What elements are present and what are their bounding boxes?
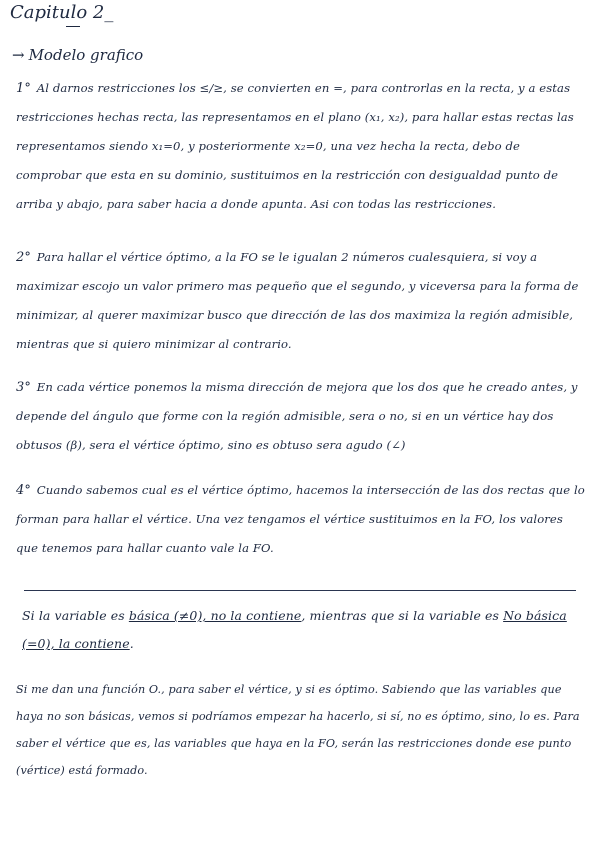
step-number: 4° (16, 483, 31, 498)
note-text: , mientras que si la variable es (301, 608, 504, 623)
step-text: Para hallar el vértice óptimo, a la FO se le igualan 2 números cualesquiera, si voy a maximizar escojo un valor primero mas pequeño que el segundo, y viceversa para la forma de minimizar, al querer maximizar busco que dirección de las dos maximiza la región admisible, mientras que si quiero minimizar al contrario. (16, 250, 579, 351)
step-text: Al darnos restricciones los ≤/≥, se convierten en =, para controrlas en la recta, y a estas restricciones hechas recta, las representamos en el plano (x₁, x₂), para hallar estas rectas las representamos siendo x₁=0, y posteriormente x₂=0, una vez hecha la recta, debo de comprobar que esta en su dominio, sustituimos en la restricción con desigualdad punto de arriba y abajo, para saber hacia a donde apunta. Asi con todas las restricciones. (16, 81, 574, 211)
step-number: 2° (16, 250, 31, 265)
step-4-paragraph (16, 476, 586, 563)
note-text: . (129, 636, 134, 651)
step-2-paragraph (16, 243, 586, 359)
basic-variable-note (22, 602, 582, 658)
step-1-paragraph (16, 74, 586, 219)
step-number: 3° (16, 380, 31, 395)
step-text: En cada vértice ponemos la misma dirección de mejora que los dos que he creado antes, y depende del ángulo que forme con la región admisible, sera o no, si en un vértice hay dos obtusos (β), sera el vértice óptimo, sino es obtuso sera agudo (∠) (16, 380, 578, 452)
arrow-icon: → (12, 46, 25, 64)
chapter-title: Capitulo 2_ (10, 2, 114, 23)
title-underline (66, 26, 80, 27)
note-underlined-nonbasic: No básica (=0), la contiene (22, 608, 567, 651)
divider-line (24, 590, 576, 591)
step-number: 1° (16, 81, 31, 96)
final-paragraph: Si me dan una función O., para saber el vértice, y si es óptimo. Sabiendo que las variables que haya no son básicas, vemos si podríamos empezar ha hacerlo, si sí, no es óptimo, sino, lo es. Para saber el vértice que es, las variables que haya en la FO, serán las restricciones donde ese punto (vértice) está formado. (16, 683, 580, 777)
section-heading (12, 46, 143, 64)
step-text: Cuando sabemos cual es el vértice óptimo, hacemos la intersección de las dos rectas que lo forman para hallar el vértice. Una vez tengamos el vértice sustituimos en la FO, los valores que tenemos para hallar cuanto vale la FO. (16, 483, 585, 555)
note-text: Si la variable es (22, 608, 129, 623)
section-heading-text: Modelo grafico (28, 46, 144, 64)
note-underlined-basic: básica (≠0), no la contiene (128, 608, 302, 623)
step-3-paragraph (16, 373, 586, 460)
